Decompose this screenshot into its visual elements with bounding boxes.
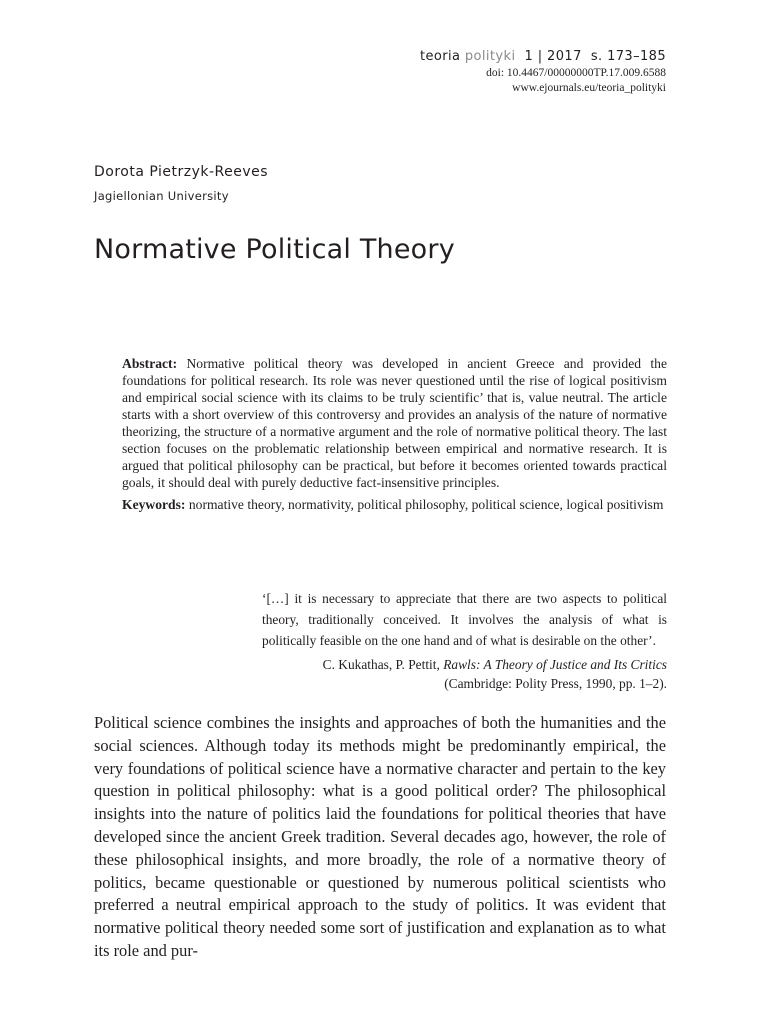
journal-citation (420, 48, 666, 66)
author-affiliation: Jagiellonian University (94, 189, 229, 203)
article-title: Normative Political Theory (94, 234, 455, 265)
epigraph-source-authors: C. Kukathas, P. Pettit, (322, 657, 440, 672)
keywords-text: normative theory, normativity, political philosophy, political science, logical positivism (188, 497, 664, 512)
journal-header (420, 48, 666, 96)
journal-url[interactable]: www.ejournals.eu/teoria_polityki (512, 82, 666, 94)
epigraph-source-publication: (Cambridge: Polity Press, 1990, pp. 1–2). (444, 676, 667, 691)
abstract-text: Normative political theory was developed in ancient Greece and provided the foundations for political research. Its role was never questioned until the rise of logical positivism and empirical social science with its claims to be truly scientific’ that is, value neutral. The article starts with a short overview of this controversy and provides an analysis of the nature of normative theorizing, the structure of a normative argument and the role of normative political theory. The last section focuses on the problematic relationship between empirical and normative research. It is argued that political philosophy can be practical, but before it becomes oriented towards practical goals, it should deal with purely deductive fact-insensitive principles. (122, 356, 667, 490)
journal-name-part1: teoria (419, 49, 461, 64)
keywords-paragraph (122, 496, 667, 513)
body-paragraph: Political science combines the insights and approaches of both the humanities and the social sciences. Although today its methods might be predominantly empirical, the very foundations of political science have a normative character and pertain to the key question in political philosophy: what is a good political order? The philosophical insights into the nature of politics laid the foundations for political theories that have developed since the ancient Greek tradition. Several decades ago, however, the role of these philosophical insights, and more broadly, the role of a normative theory of politics, became questionable or questioned by numerous political scientists who preferred a neutral empirical approach to the study of politics. It was evident that normative political theory needed some sort of justification and explanation as to what its role and pur- (94, 713, 666, 960)
body-text (94, 712, 666, 963)
epigraph-source-title: Rawls: A Theory of Justice and Its Critics (443, 657, 667, 672)
abstract-label: Abstract: (122, 356, 178, 371)
journal-issue: 1 | 2017 (524, 49, 582, 64)
abstract-paragraph (122, 355, 667, 491)
epigraph-quote: ‘[…] it is necessary to appreciate that there are two aspects to political theory, traditionally conceived. It involves the analysis of what is politically feasible on the one hand and of what is desirable on the other’. (262, 591, 667, 648)
epigraph-source (262, 655, 667, 693)
journal-pages: s. 173–185 (590, 49, 666, 64)
epigraph (262, 588, 667, 693)
abstract-block (122, 355, 667, 513)
keywords-label: Keywords: (122, 497, 186, 512)
doi: doi: 10.4467/00000000TP.17.009.6588 (486, 67, 666, 79)
journal-name-part2: polityki (464, 49, 516, 64)
author-name: Dorota Pietrzyk-Reeves (94, 164, 269, 180)
